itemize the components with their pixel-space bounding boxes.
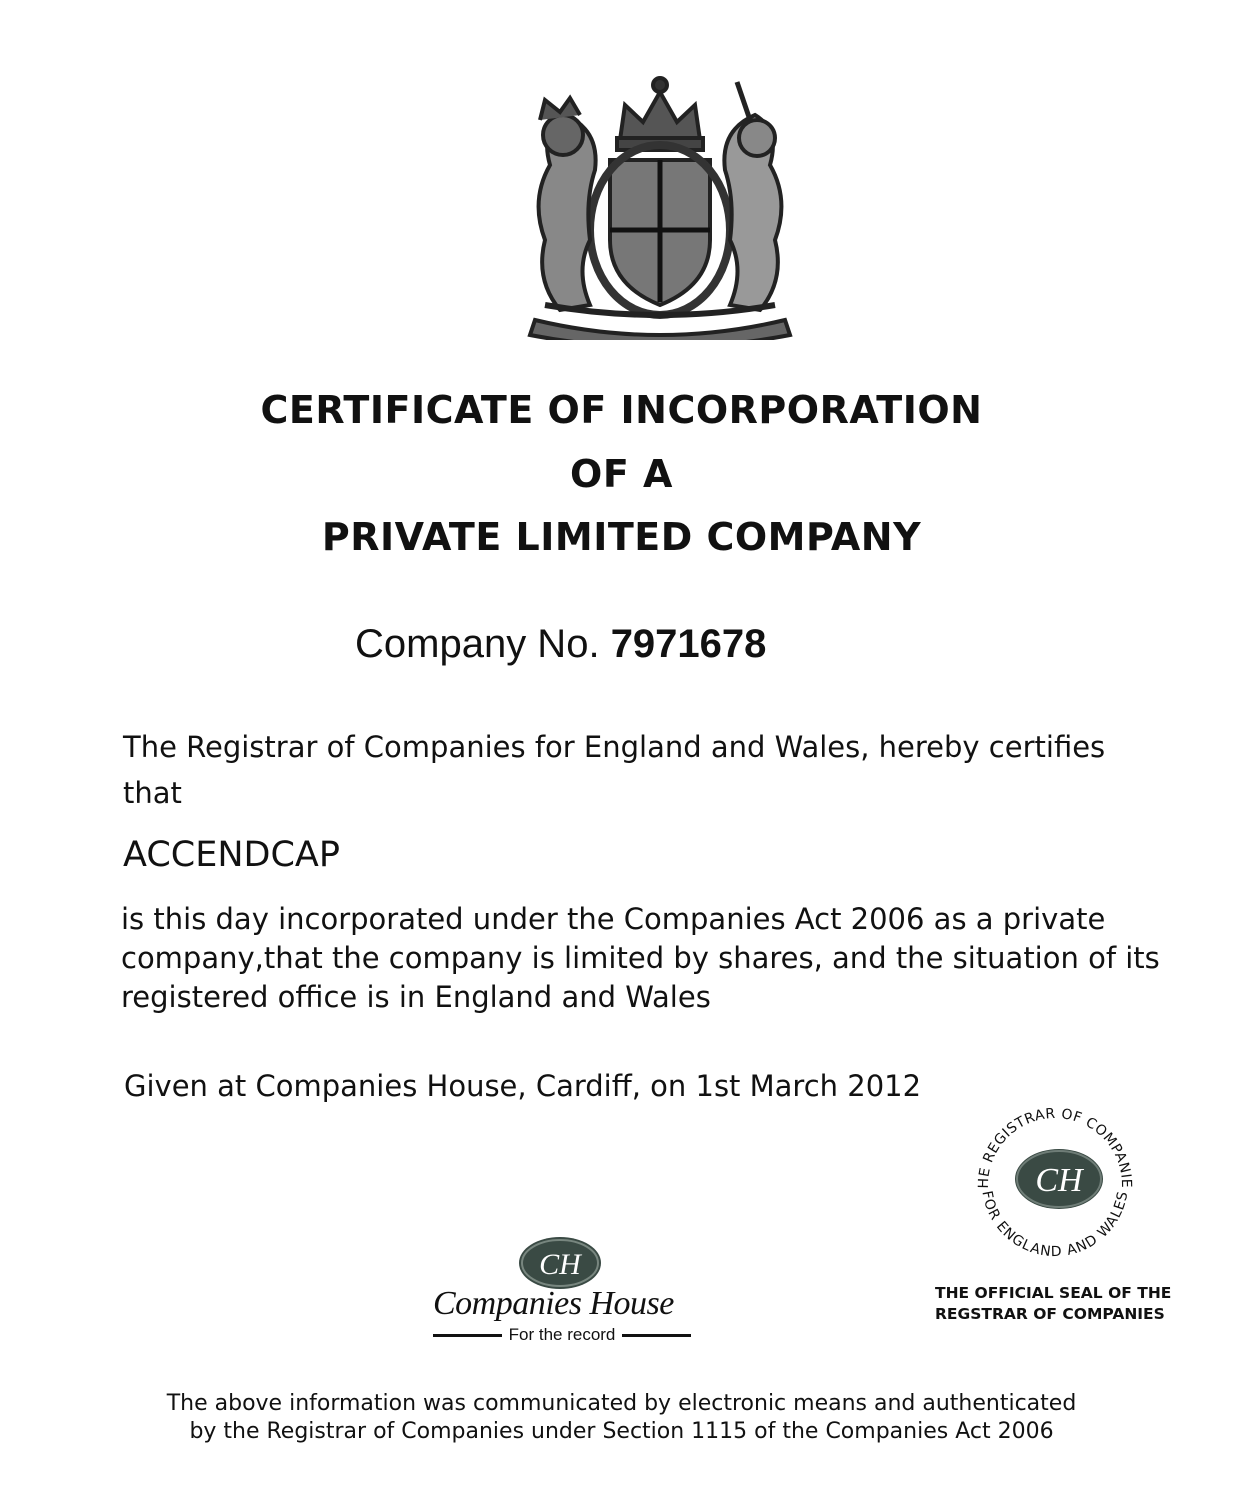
footer-line2: by the Registrar of Companies under Section 1115 of the Companies Act 2006 (189, 1419, 1054, 1444)
tagline-rule-left (433, 1334, 502, 1337)
company-number-label: Company No. (355, 622, 600, 666)
company-number-line (355, 622, 766, 667)
seal-caption (935, 1283, 1171, 1325)
company-name: ACCENDCAP (123, 835, 340, 875)
companies-house-seal-icon (1015, 1149, 1103, 1209)
companies-house-name: Companies House (433, 1285, 674, 1322)
seal-caption-line2: REGSTRAR OF COMPANIES (935, 1304, 1165, 1323)
royal-coat-of-arms-icon (505, 70, 815, 340)
certificate-title-line3: PRIVATE LIMITED COMPANY (321, 515, 922, 559)
certificate-title-line1: CERTIFICATE OF INCORPORATION (260, 388, 983, 432)
official-seal (960, 1085, 1150, 1275)
seal-monogram: CH (1035, 1162, 1083, 1199)
incorporation-statement: is this day incorporated under the Companies Act 2006 as a private company,that the company is limited by shares, and the situation of its registered office is in England and Wales (121, 902, 1160, 1014)
seal-ring-text-bottom: FOR ENGLAND AND WALES (978, 1189, 1132, 1261)
tagline-rule-right (622, 1334, 691, 1337)
companies-house-tagline-row (433, 1325, 691, 1345)
given-at-date: Given at Companies House, Cardiff, on 1st March 2012 (124, 1069, 922, 1103)
brand-monogram: CH (539, 1248, 581, 1281)
company-number: 7971678 (610, 622, 767, 666)
companies-house-tagline: For the record (508, 1325, 616, 1344)
seal-caption-line1: THE OFFICIAL SEAL OF THE (935, 1284, 1172, 1302)
certificate-title-line2: OF A (570, 452, 673, 496)
footer-line1: The above information was communicated by electronic means and authenticated (166, 1391, 1077, 1416)
registrar-certifies-text: The Registrar of Companies for England and Wales, hereby certifies that (123, 730, 1106, 811)
seal-ring-text-top: HE REGISTRAR OF COMPANIE (975, 1105, 1135, 1189)
companies-house-logo-icon (518, 1236, 602, 1290)
